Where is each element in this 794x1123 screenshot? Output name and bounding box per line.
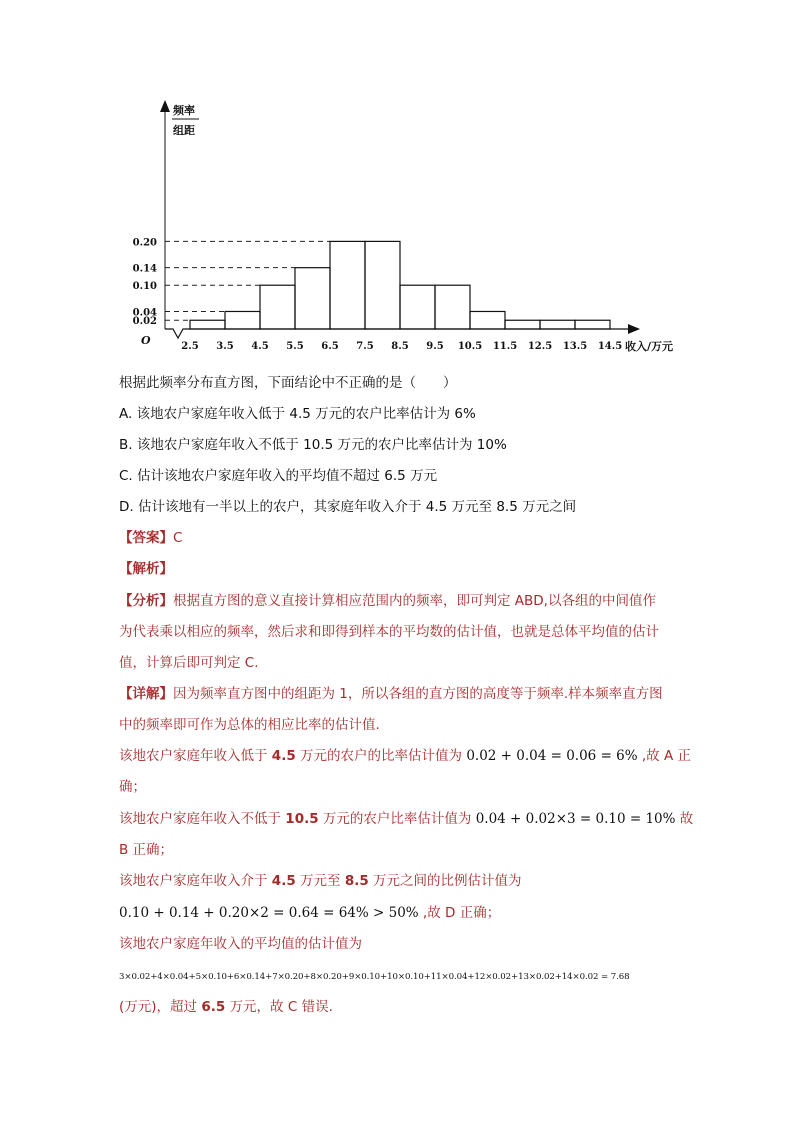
x-axis-arrow [628, 324, 640, 334]
x-tick-label: 13.5 [562, 341, 588, 352]
step-b-cont: B 正确； [119, 842, 174, 858]
y-tick-label: 0.10 [132, 281, 157, 293]
step-b-num: 10.5 [285, 811, 319, 827]
step-b-expr: 0.04 + 0.02×3 = 0.10 = 10% [475, 811, 676, 827]
histogram-bar [505, 320, 540, 329]
step-a-cont: 确； [119, 779, 146, 795]
y-axis-arrow [160, 100, 170, 112]
x-tick-label: 6.5 [321, 341, 339, 352]
option-a-label: A. [119, 406, 133, 422]
x-tick-label: 5.5 [286, 341, 304, 352]
origin-label: O [141, 334, 151, 347]
x-tick-label: 2.5 [181, 341, 199, 352]
histogram-bar [225, 311, 260, 329]
x-tick-label: 7.5 [356, 341, 374, 352]
step-a-mid: 万元的农户的比率估计值为 [300, 748, 463, 764]
step-d-pre: 该地农户家庭年收入介于 [119, 873, 268, 889]
option-c-label: C. [119, 468, 133, 484]
histogram-bar [330, 241, 365, 329]
option-a [119, 405, 476, 423]
step-a-pre: 该地农户家庭年收入低于 [119, 748, 268, 764]
histogram [110, 92, 690, 362]
y-axis-label-bottom: 组距 [173, 124, 195, 137]
option-b-label: B. [119, 437, 133, 453]
xiangjie-line-1 [119, 685, 663, 703]
answer-value: C [173, 530, 183, 546]
y-axis-label-top: 频率 [173, 104, 195, 117]
answer [119, 529, 182, 547]
step-d-num1: 4.5 [271, 873, 296, 889]
option-d [119, 498, 576, 516]
x-tick-label: 12.5 [527, 341, 553, 352]
step-d-expr-line [119, 904, 500, 922]
histogram-bar [540, 320, 575, 329]
histogram-bar [470, 311, 505, 329]
y-tick-label: 0.20 [132, 237, 157, 249]
step-c-intro: 该地农户家庭年收入的平均值的估计值为 [119, 936, 362, 952]
step-b-post: 故 [679, 811, 694, 827]
step-b-mid: 万元的农户比率估计值为 [322, 811, 472, 827]
option-d-text: 估计该地有一半以上的农户，其家庭年收入介于 4.5 万元至 8.5 万元之间 [137, 499, 577, 515]
histogram-bar [190, 320, 225, 329]
analysis-tag: 【解析】 [119, 561, 173, 577]
histogram-bar [400, 285, 435, 329]
step-b-pre: 该地农户家庭年收入不低于 [119, 811, 281, 827]
histogram-bar [260, 285, 295, 329]
step-b-line [119, 810, 693, 828]
fenxi-line-2: 为代表乘以相应的频率，然后求和即得到样本的平均数的估计值，也就是总体平均值的估计 [119, 624, 659, 640]
step-a-expr: 0.02 + 0.04 = 0.06 = 6% [466, 748, 638, 764]
x-tick-label: 14.5 [597, 341, 623, 352]
option-d-label: D. [119, 499, 134, 515]
step-c-unit: (万元) [119, 999, 157, 1015]
histogram-bar [575, 320, 610, 329]
option-b [119, 436, 507, 454]
step-d-post: 万元之间的比例估计值为 [373, 873, 522, 889]
fenxi-tag: 【分析】 [119, 593, 173, 609]
x-tick-label: 9.5 [426, 341, 444, 352]
y-tick-label: 0.04 [132, 307, 157, 319]
step-d-num2: 8.5 [344, 873, 369, 889]
step-c-num: 6.5 [201, 999, 226, 1015]
x-tick-label: 8.5 [391, 341, 409, 352]
step-d-mid: 万元至 [300, 873, 341, 889]
xiangjie-text-1: 因为频率直方图中的组距为 1，所以各组的直方图的高度等于频率.样本频率直方图 [173, 686, 663, 702]
y-tick-label: 0.02 [132, 316, 157, 328]
option-b-text: 该地农户家庭年收入不低于 10.5 万元的农户比率估计为 10% [136, 437, 507, 453]
xiangjie-tag: 【详解】 [119, 686, 173, 702]
x-axis-label: 收入/万元 [625, 340, 674, 353]
option-c-text: 估计该地农户家庭年收入的平均值不超过 6.5 万元 [137, 468, 438, 484]
step-c-formula: 3×0.02+4×0.04+5×0.10+6×0.14+7×0.20+8×0.20+9×0.10+10×0.10+11×0.04+12×0.02+13×0.02+14×0.02 = 7.68 [119, 972, 630, 982]
fenxi-text-1: 根据直方图的意义直接计算相应范围内的频率，即可判定 ABD,以各组的中间值作 [173, 593, 656, 609]
step-c-mid: ，超过 [156, 999, 198, 1015]
step-c-line [119, 998, 333, 1016]
step-d-expr: 0.10 + 0.14 + 0.20×2 = 0.64 = 64% > 50% [119, 905, 419, 921]
step-a-line [119, 747, 691, 765]
x-tick-label: 10.5 [457, 341, 483, 352]
x-tick-label: 11.5 [492, 341, 518, 352]
step-d-conclusion: ,故 D 正确； [422, 905, 501, 921]
option-c [119, 467, 437, 485]
step-d-line [119, 872, 522, 890]
fenxi-line-3: 值，计算后即可判定 C. [119, 655, 259, 671]
histogram-bar [295, 268, 330, 329]
step-a-num: 4.5 [271, 748, 296, 764]
question-stem: 根据此频率分布直方图，下面结论中不正确的是（ ） [119, 375, 457, 391]
y-tick-label: 0.14 [132, 263, 157, 275]
histogram-bar [365, 241, 400, 329]
x-tick-label: 4.5 [251, 341, 269, 352]
x-axis [165, 329, 628, 338]
x-tick-label: 3.5 [216, 341, 234, 352]
option-a-text: 该地农户家庭年收入低于 4.5 万元的农户比率估计为 6% [136, 406, 476, 422]
fenxi-line-1 [119, 592, 656, 610]
step-c-post: 万元，故 C 错误. [229, 999, 333, 1015]
step-a-post: ,故 A 正 [641, 748, 691, 764]
answer-tag: 【答案】 [119, 530, 173, 546]
histogram-bar [435, 285, 470, 329]
xiangjie-line-2: 中的频率即可作为总体的相应比率的估计值. [119, 717, 380, 733]
